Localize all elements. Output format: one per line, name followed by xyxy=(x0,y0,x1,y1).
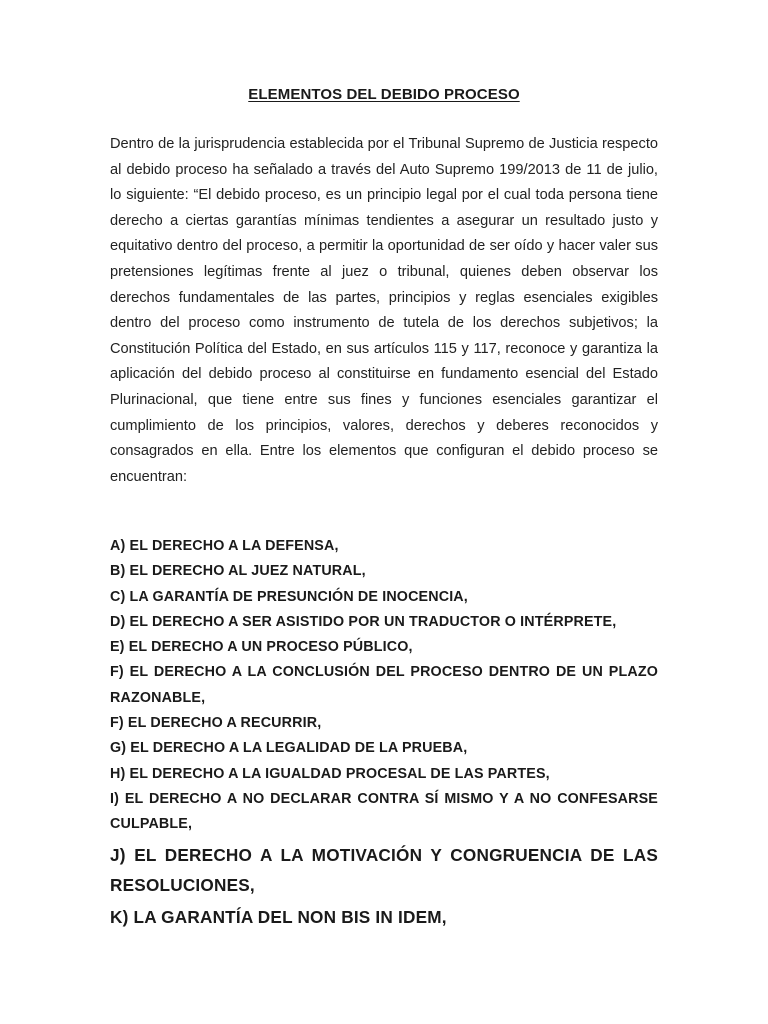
intro-paragraph: Dentro de la jurisprudencia establecida por el Tribunal Supremo de Justicia respecto al debido proceso ha señalado a través del Auto Supremo 199/2013 de 11 de julio, lo siguiente: “El debido proceso, es un principio legal por el cual toda persona tiene derecho a ciertas garantías mínimas tendientes a asegurar un resultado justo y equitativo dentro del proceso, a permitir la oportunidad de ser oído y hacer valer sus pretensiones legítimas frente al juez o tribunal, quienes deben observar los derechos fundamentales de las partes, principios y reglas esenciales exigibles dentro del proceso como instrumento de tutela de los derechos subjetivos; la Constitución Política del Estado, en sus artículos 115 y 117, reconoce y garantiza la aplicación del debido proceso al constituirse en fundamento esencial del Estado Plurinacional, que tiene entre sus fines y funciones esenciales garantizar el cumplimiento de los principios, valores, derechos y deberes reconocidos y consagrados en ella. Entre los elementos que configuran el debido proceso se encuentran: xyxy=(110,136,658,485)
document-title: ELEMENTOS DEL DEBIDO PROCESO xyxy=(248,86,520,103)
elements-list xyxy=(110,534,658,932)
list-item: C) LA GARANTÍA DE PRESUNCIÓN DE INOCENCIA, xyxy=(110,588,468,605)
list-item: G) EL DERECHO A LA LEGALIDAD DE LA PRUEBA, xyxy=(110,740,468,757)
list-item: F) EL DERECHO A LA CONCLUSIÓN DEL PROCESO DENTRO DE UN PLAZO RAZONABLE, xyxy=(110,664,658,706)
list-item: K) LA GARANTÍA DEL NON BIS IN IDEM, xyxy=(110,906,447,927)
list-item: B) EL DERECHO AL JUEZ NATURAL, xyxy=(110,563,366,580)
list-item: F) EL DERECHO A RECURRIR, xyxy=(110,715,322,732)
list-item: D) EL DERECHO A SER ASISTIDO POR UN TRADUCTOR O INTÉRPRETE, xyxy=(110,613,617,630)
list-item: J) EL DERECHO A LA MOTIVACIÓN Y CONGRUENCIA DE LAS RESOLUCIONES, xyxy=(110,844,658,895)
list-item: H) EL DERECHO A LA IGUALDAD PROCESAL DE LAS PARTES, xyxy=(110,765,550,782)
list-item: I) EL DERECHO A NO DECLARAR CONTRA SÍ MISMO Y A NO CONFESARSE CULPABLE, xyxy=(110,790,658,833)
list-item: E) EL DERECHO A UN PROCESO PÚBLICO, xyxy=(110,639,413,656)
list-item: A) EL DERECHO A LA DEFENSA, xyxy=(110,538,339,554)
